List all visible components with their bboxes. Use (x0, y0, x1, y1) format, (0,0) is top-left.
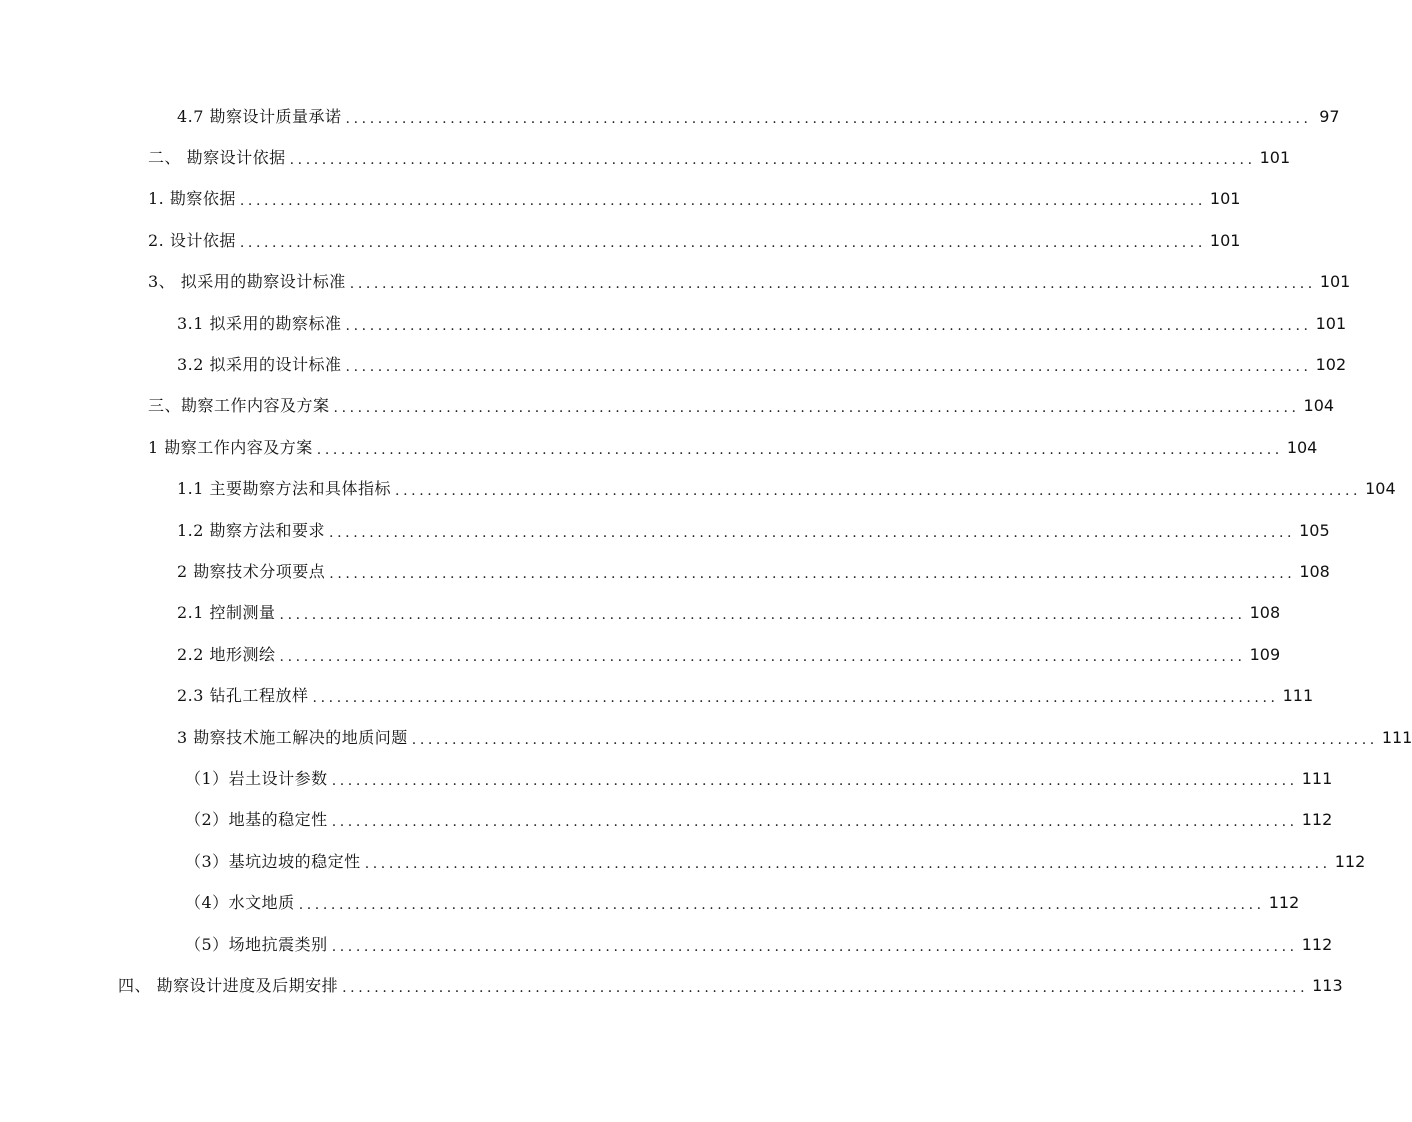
dot-leader: ........................................................................................................................ (364, 855, 1331, 872)
dot-leader: ........................................................................................................................ (411, 731, 1378, 748)
toc-entry[interactable] (0, 220, 1241, 261)
toc-entry-title: 2 勘察技术分项要点 (177, 561, 326, 581)
toc-entry-page: 101 (1209, 230, 1241, 250)
toc-entry-title: 3.1 拟采用的勘察标准 (177, 313, 342, 333)
dot-leader: ........................................................................................................................ (345, 317, 1312, 334)
toc-entry[interactable] (0, 551, 1330, 592)
dot-leader: ........................................................................................................................ (329, 524, 1296, 541)
toc-entry-title: （1）岩土设计参数 (185, 768, 328, 788)
toc-entry-title: 2.2 地形测绘 (177, 644, 276, 664)
toc-entry[interactable] (0, 469, 1396, 510)
toc-entry-page: 111 (1381, 727, 1412, 747)
toc-entry[interactable] (0, 634, 1281, 675)
toc-entry[interactable] (0, 965, 1343, 1006)
toc-entry[interactable] (0, 717, 1412, 758)
dot-leader: ........................................................................................................................ (333, 400, 1300, 417)
toc-entry[interactable] (0, 303, 1347, 344)
dot-leader: ........................................................................................................................ (349, 276, 1316, 293)
toc-entry-title: 1.1 主要勘察方法和具体指标 (177, 479, 392, 499)
toc-entry-title: 1 勘察工作内容及方案 (148, 437, 313, 457)
toc-entry[interactable] (0, 675, 1314, 716)
toc-entry-page: 104 (1286, 437, 1318, 457)
toc-entry-page: 101 (1319, 272, 1351, 292)
dot-leader: ........................................................................................................................ (342, 979, 1309, 996)
toc-entry[interactable] (0, 427, 1318, 468)
toc-entry-title: 3 勘察技术施工解决的地质问题 (177, 727, 408, 747)
toc-entry-page: 111 (1301, 768, 1333, 788)
dot-leader: ........................................................................................................................ (279, 648, 1246, 665)
dot-leader: ........................................................................................................................ (331, 772, 1298, 789)
toc-entry-page: 113 (1312, 975, 1343, 995)
dot-leader: ........................................................................................................................ (279, 607, 1246, 624)
toc-entry-page: 105 (1299, 520, 1330, 540)
dot-leader: ........................................................................................................................ (345, 359, 1312, 376)
toc-entry-title: 2. 设计依据 (148, 230, 236, 250)
toc-entry[interactable] (0, 758, 1333, 799)
toc-entry-page: 112 (1301, 810, 1333, 830)
toc-entry-page: 101 (1209, 189, 1241, 209)
dot-leader: ........................................................................................................................ (331, 814, 1298, 831)
toc-entry[interactable] (0, 882, 1300, 923)
toc-entry-page: 112 (1268, 893, 1300, 913)
toc-entry-page: 111 (1282, 686, 1314, 706)
toc-entry[interactable] (0, 96, 1340, 137)
toc-entry-page: 104 (1365, 479, 1396, 499)
toc-entry-page: 109 (1249, 644, 1281, 664)
toc-entry[interactable] (0, 924, 1333, 965)
dot-leader: ........................................................................................................................ (298, 897, 1265, 914)
table-of-contents (0, 96, 1412, 1007)
dot-leader: ........................................................................................................................ (239, 193, 1206, 210)
toc-entry[interactable] (0, 137, 1291, 178)
toc-entry[interactable] (0, 386, 1335, 427)
toc-entry-page: 101 (1259, 148, 1291, 168)
dot-leader: ........................................................................................................................ (331, 938, 1298, 955)
toc-entry-title: （4）水文地质 (185, 893, 295, 913)
dot-leader: ........................................................................................................................ (239, 234, 1206, 251)
toc-entry[interactable] (0, 510, 1330, 551)
toc-entry-title: 2.3 钻孔工程放样 (177, 686, 309, 706)
toc-entry-title: （2）地基的稳定性 (185, 810, 328, 830)
toc-entry-title: 4.7 勘察设计质量承诺 (177, 106, 342, 126)
toc-entry-page: 112 (1301, 934, 1333, 954)
toc-entry[interactable] (0, 344, 1347, 385)
toc-entry-page: 104 (1303, 396, 1335, 416)
toc-entry-title: 3.2 拟采用的设计标准 (177, 355, 342, 375)
toc-entry-page: 108 (1249, 603, 1281, 623)
toc-entry-title: 3、 拟采用的勘察设计标准 (148, 272, 346, 292)
dot-leader: ........................................................................................................................ (329, 565, 1296, 582)
dot-leader: ........................................................................................................................ (395, 483, 1362, 500)
toc-entry[interactable] (0, 800, 1333, 841)
dot-leader: ........................................................................................................................ (289, 152, 1256, 169)
toc-entry-title: 四、 勘察设计进度及后期安排 (118, 975, 339, 995)
toc-entry-page: 112 (1334, 851, 1366, 871)
toc-entry[interactable] (0, 179, 1241, 220)
toc-entry-title: （5）场地抗震类别 (185, 934, 328, 954)
toc-entry-title: 二、 勘察设计依据 (148, 148, 286, 168)
toc-entry-page: 102 (1315, 355, 1347, 375)
toc-entry-title: 三、勘察工作内容及方案 (148, 396, 330, 416)
toc-entry[interactable] (0, 841, 1366, 882)
toc-entry[interactable] (0, 262, 1351, 303)
dot-leader: ........................................................................................................................ (316, 441, 1283, 458)
toc-entry-title: 2.1 控制测量 (177, 603, 276, 623)
dot-leader: ........................................................................................................................ (345, 110, 1312, 127)
toc-entry[interactable] (0, 593, 1281, 634)
toc-entry-title: 1. 勘察依据 (148, 189, 236, 209)
toc-entry-page: 101 (1315, 313, 1347, 333)
dot-leader: ........................................................................................................................ (312, 690, 1279, 707)
toc-entry-page: 108 (1299, 561, 1330, 581)
toc-entry-page: 97 (1319, 106, 1340, 126)
toc-entry-title: （3）基坑边坡的稳定性 (185, 851, 361, 871)
toc-entry-title: 1.2 勘察方法和要求 (177, 520, 326, 540)
